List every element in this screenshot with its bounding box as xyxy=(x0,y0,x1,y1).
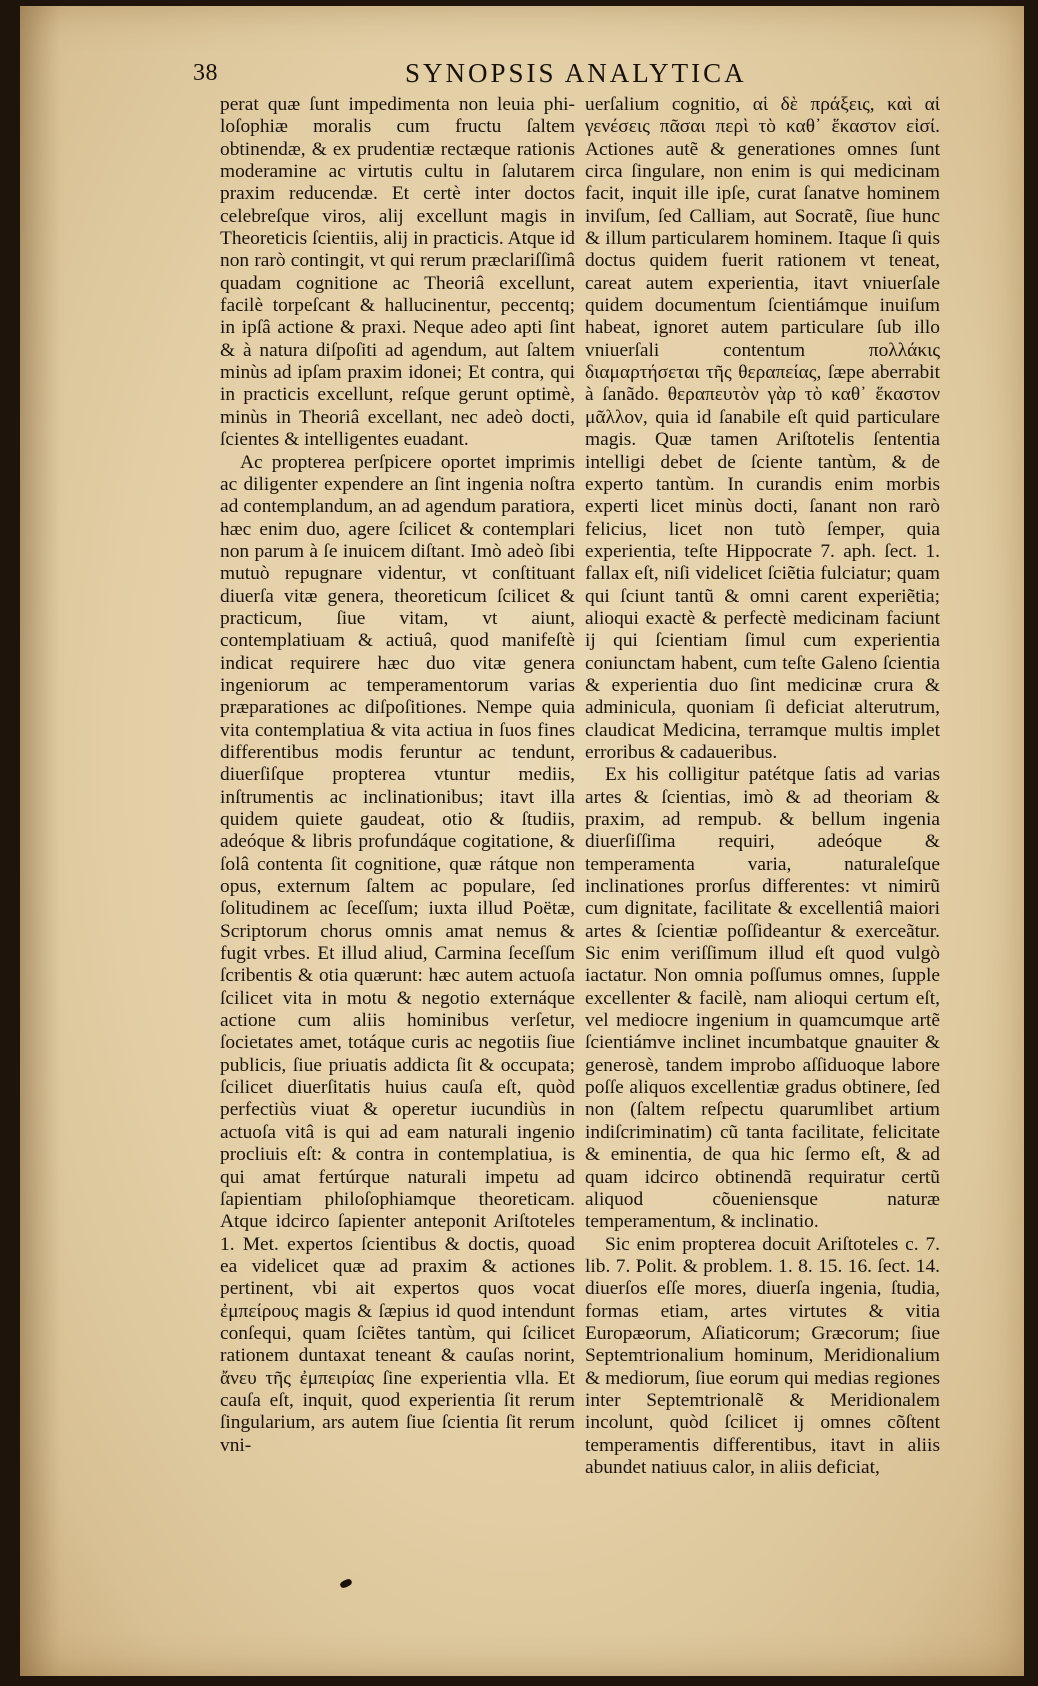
paragraph: Ac propterea perſpicere oportet imprimis ac diligenter expendere an ſint ingenia noſtra ad contemplandum, an ad agendum paratiora, hæc enim duo, agere ſcilicet & contemplari non parum à ſe inuicem diſtant. Imò adeò ſibi mutuò repugnare videntur, vt conſtituant diuerſa vitæ genera, theoreticum ſcilicet & practicum, ſiue vitam, vt aiunt, contemplatiuam & actiuâ, quod manifeſtè indicat requirere hæc duo vitæ genera ingeniorum ac temperamentorum varias præparationes ac diſpoſitiones. Nempe quia vita contemplatiua & vita actiua in ſuos fines differentibus modis feruntur ac tendunt, diuerſiſque propterea vtuntur mediis, inſtrumentis ac inclinationibus; itavt illa quidem quiete gaudeat, otio & ſtudiis, adeóque & libris profundáque cogitatione, & ſolâ contenta ſit cognitione, quæ rátque non opus, externum ſaltem ac populare, ſed ſolitudinem ac ſeceſſum; iuxta illud Poëtæ, Scriptorum chorus omnis amat nemus & fugit vrbes. Et illud aliud, Carmina ſeceſſum ſcribentis & otia quærunt: hæc autem actuoſa ſcilicet vita in motu & negotio externáque actione cum aliis hominibus verſetur, ſocietates amet, totáque curis ac negotiis ſiue publicis, ſiue priuatis addicta ſit & occupata; ſcilicet diuerſitatis huius cauſa eſt, quòd perfectiùs viuat & operetur iucundiùs in actuoſa vitâ is qui ad eam naturali ingenio procliuis eſt: & contra in contemplatiua, is qui amat fertúrque naturali impetu ad ſapientiam philoſophiamque theoreticam. Atque idcirco ſapienter anteponit Ariſtoteles 1. Met. expertos ſcientibus & doctis, quoad ea videlicet quæ ad praxim & actiones pertinent, vbi ait expertos quos vocat ἐμπείρους magis & ſæpius id quod intendunt conſequi, quam ſciẽtes tantùm, qui ſcilicet rationem duntaxat teneant & cauſas norint, ἄνευ τῆς ἐμπειρίας ſine experientia vlla. Et cauſa eſt, inquit, quod experientia ſit rerum ſingularium, ars autem ſiue ſcientia ſit rerum vni- xyxy=(220,451,575,1456)
paragraph: perat quæ ſunt impedimenta non leuia phi-loſophiæ moralis cum fructu ſaltem obtinendæ, & ex prudentiæ rectæque rationis moderamine ac virtutis cultu in ſalutarem praxim reducendæ. Et certè inter doctos celebreſque viros, alij excellunt magis in Theoreticis ſcientiis, alij in practicis. Atque id non rarò contingit, vt qui rerum præclariſſimâ quadam cognitione ac Theoriâ excellunt, facilè torpeſcant & hallucinentur, peccentq; in ipſâ actione & praxi. Neque adeo apti ſint & à natura diſpoſiti ad agendum, aut ſaltem minùs ad ipſam praxim idonei; Et contra, qui in practicis excellunt, reſque gerunt optimè, minùs in Theoriâ excellant, nec adeò docti, ſcientes & intelligentes euadant. xyxy=(220,94,575,451)
page-number: 38 xyxy=(193,60,218,86)
paragraph: uerſalium cognitio, αἱ δὲ πράξεις, καὶ αἱ γενέσεις πᾶσαι περὶ τὸ καθ᾽ ἕκαστον εἰσί. Actiones autẽ & generationes omnes ſunt circa ſingulare, non enim is qui medicinam facit, inquit ille ipſe, curat ſanatve hominem inviſum, ſed Calliam, aut Socratẽ, ſiue hunc & illum particularem hominem. Itaque ſi quis doctus quidem fuerit rationem vt teneat, careat autem experientia, itavt vniuerſale quidem documentum ſcientiámque inuiſum habeat, ignoret autem particulare ſub illo vniuerſali contentum πολλάκις διαμαρτήσεται τῆς θεραπείας, ſæpe aberrabit à ſanãdo. θεραπευτὸν γὰρ τὸ καθ᾽ ἕκαστον μᾶλλον, quia id ſanabile eſt quid particulare magis. Quæ tamen Ariſtotelis ſententia intelligi debet de ſciente tantùm, & de experto tantùm. In curandis enim morbis experti licet minùs docti, ſanant non rarò felicius, licet non tutò ſemper, quia experientia, teſte Hippocrate 7. aph. ſect. 1. fallax eſt, niſi videlicet ſciẽtia fulciatur; quam qui ſciunt tantũ & omni carent experiẽtia; alioqui exactè & perfectè medicinam faciunt ij qui ſcientiam ſimul cum experientia coniunctam habent, cum teſte Galeno ſcientia & experientia duo ſint medicinæ crura & adminicula, quoniam ſi deficiat alterutrum, claudicat Medicina, terramque multis implet erroribus & cadaueribus. xyxy=(585,94,940,763)
running-title: SYNOPSIS ANALYTICA xyxy=(405,58,747,88)
left-text-column xyxy=(220,94,575,1457)
paragraph: Ex his colligitur patétque ſatis ad varias artes & ſcientias, imò & ad theoriam & praxim, ad rempub. & bellum ingenia diuerſiſſima requiri, adeóque & temperamenta varia, naturaleſque inclinationes prorſus differentes: vt nimirũ cum dignitate, facilitate & excellentiâ maiori artes & ſcientiæ poſſideantur & exerceãtur. Sic enim veriſſimum illud eſt quod vulgò iactatur. Non omnia poſſumus omnes, ſupple excellenter & facilè, nam alioqui certum eſt, vel mediocre ingenium in quamcumque artẽ ſcientiámve inclinet incumbatque gnauiter & generosè, tandem improbo aſſiduoque labore poſſe aliquos excellentiæ gradus obtinere, ſed non (ſaltem reſpectu quarumlibet artium indiſcriminatim) cũ tanta facilitate, felicitate & eminentia, de qua hic ſermo eſt, & ad quam idcirco obtinendã requiratur certũ aliquod cõueniensque naturæ temperamentum, & inclinatio. xyxy=(585,764,940,1233)
right-text-column xyxy=(585,94,940,1479)
paragraph: Sic enim propterea docuit Ariſtoteles c. 7. lib. 7. Polit. & problem. 1. 8. 15. 16. ſect. 14. diuerſos eſſe mores, diuerſa ingenia, ſtudia, formas etiam, artes virtutes & vitia Europæorum, Aſiaticorum; Græcorum; ſiue Septemtrionalium hominum, Meridionalium & mediorum, ſiue eorum qui medias regiones inter Septemtrionalẽ & Meridionalem incolunt, quòd ſcilicet ij omnes cõſtent temperamentis differentibus, itavt in aliis abundet natiuus calor, in aliis deficiat, xyxy=(585,1233,940,1478)
page-gutter-shadow xyxy=(20,6,60,1676)
